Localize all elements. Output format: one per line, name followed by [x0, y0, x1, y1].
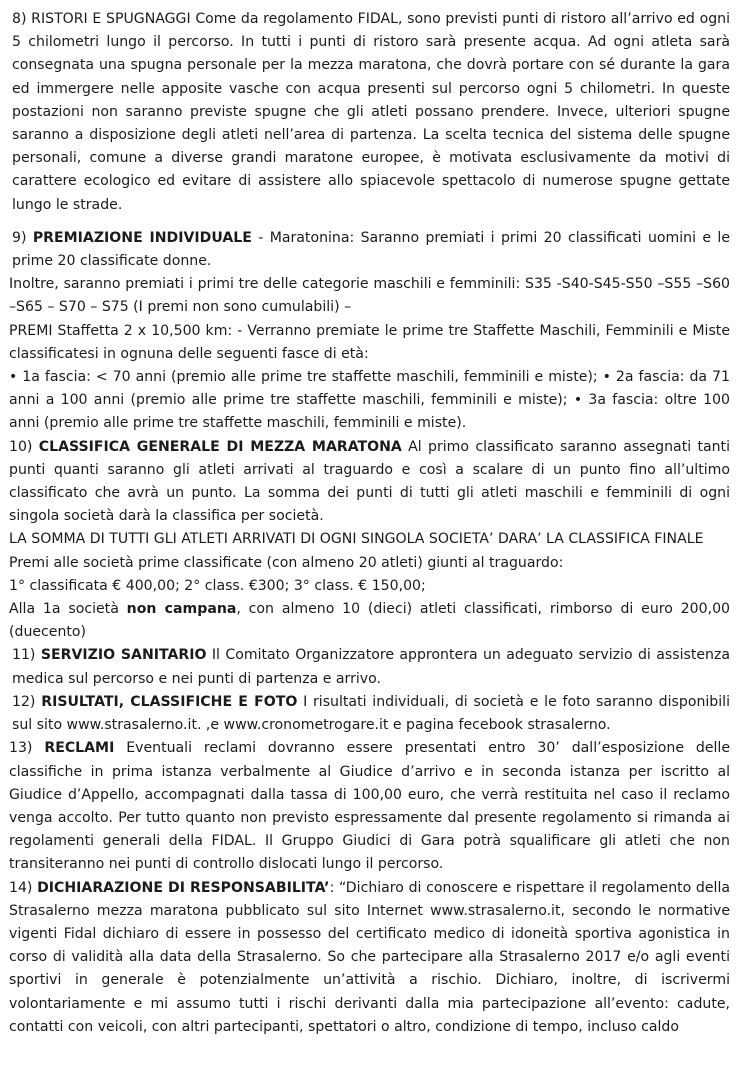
section-text: - Maratonina: Saranno premiati i primi 20 classificati uomini e le prime 20 classificate donne. [12, 229, 730, 270]
section-text: Al primo classificato saranno assegnati tanti punti quanti saranno gli atleti arrivati al traguardo e così a scalare di un punto fino all’ultimo classificato che avrà un punto. La somma dei punti di tutti gli atleti maschili e femminili di ogni singola società darà la classifica per società. [9, 438, 730, 525]
section-11-sanitario [9, 644, 730, 690]
section-title: CLASSIFICA GENERALE DI MEZZA MARATONA [38, 438, 402, 455]
age-bands-paragraph: • 1a fascia: < 70 anni (premio alle prime tre staffette maschili, femminili e miste); • 2a fascia: da 71 anni a 100 anni (premio alle prime tre staffette maschili, femminili e miste); • 3a fascia: oltre 100 anni (premio alle prime tre staffette maschili, femminili e miste). [9, 369, 730, 432]
section-number: 12) [12, 693, 36, 710]
section-number: 10) [9, 438, 33, 455]
section-number: 13) [9, 740, 33, 757]
section-title: DICHIARAZIONE DI RESPONSABILITA’ [37, 879, 330, 896]
relay-prizes-paragraph: PREMI Staffetta 2 x 10,500 km: - Verranno premiate le prime tre Staffette Maschili, Femminili e Miste classificatesi in ognuna delle seguenti fasce di età: [9, 322, 730, 362]
team-prizes-intro: Premi alle società prime classificate (con almeno 20 atleti) giunti al traguardo: [9, 554, 564, 571]
prize-text-b: , con almeno 10 (dieci) atleti classificati, rimborso di euro 200,00 (duecento) [9, 601, 730, 641]
section-text: RISTORI E SPUGNAGGI Come da regolamento FIDAL, sono previsti punti di ristoro all’arrivo ed ogni 5 chilometri lungo il percorso. In tutti i punti di ristoro sarà presente acqua. Ad ogni atleta sarà consegnata una spugna personale per la mezza maratona, che dovrà portare con sé durante la gara ed immergere nelle apposite vasche con acqua presenti sul percorso ogni 5 chilometri. In queste postazioni non saranno previste spugne che gli atleti possano prendere. Invece, ulteriori spugne saranno a disposizione degli atleti nell’area di partenza. La scelta tecnica del sistema delle spugne personali, comune a diverse grandi maratone europee, è motivata esclusivamente da motivi di carattere ecologico ed evitare di assistere allo spiacevole spettacolo di numerose spugne gettate lungo le strade. [12, 11, 730, 213]
categories-paragraph: Inoltre, saranno premiati i primi tre delle categorie maschili e femminili: S35 -S40-S45-S50 –S55 –S60 –S65 – S70 – S75 (I premi non sono cumulabili) – [9, 276, 730, 316]
section-9-premiazione [9, 227, 730, 273]
section-14-dichiarazione [9, 877, 730, 1039]
section-title: SERVIZIO SANITARIO [40, 647, 207, 664]
section-title: RECLAMI [44, 740, 115, 757]
section-title: PREMIAZIONE INDIVIDUALE [32, 229, 252, 246]
section-12-risultati [9, 691, 730, 737]
section-text: Il Comitato Organizzatore approntera un adeguato servizio di assistenza medica sul percorso e nei punti di partenza e arrivo. [12, 647, 730, 687]
prize-text-a: Alla 1a società [9, 601, 127, 618]
caps-notice: LA SOMMA DI TUTTI GLI ATLETI ARRIVATI DI OGNI SINGOLA SOCIETA’ DARA’ LA CLASSIFICA FINALE [9, 531, 704, 548]
section-number: 14) [9, 879, 33, 896]
section-text: Eventuali reclami dovranno essere presentati entro 30’ dall’esposizione delle classifiche in prima istanza verbalmente al Giudice d’arrivo e in seconda istanza per iscritto al Giudice d’Appello, accompagnati dalla tassa di 100,00 euro, che verrà restituita nel caso il reclamo venga accolto. Per tutto quanto non previsto espressamente dal presente regolamento si rimanda ai regolamenti generali della FIDAL. Il Gruppo Giudici di Gara potrà squalificare gli atleti che non transiteranno nei punti di controllo dislocati lungo il percorso. [9, 740, 731, 873]
section-number: 9) [12, 229, 27, 246]
section-number: 8) [12, 11, 27, 27]
section-10-classifica [9, 436, 730, 529]
section-13-reclami [9, 737, 730, 876]
section-8-ristori [9, 8, 730, 217]
prize-text-bold: non campana [126, 601, 237, 618]
section-number: 11) [12, 647, 36, 664]
section-title: RISULTATI, CLASSIFICHE E FOTO [41, 693, 298, 710]
section-text: : “Dichiaro di conoscere e rispettare il regolamento della Strasalerno mezza maratona pubblicato sul sito Internet www.strasalerno.it, secondo le normative vigenti Fidal dichiaro di essere in possesso del certificato medico di idoneità sportiva agonistica in corso di validità alla data della Strasalerno. So che partecipare alla Strasalerno 2017 e/o agli eventi sportivi in generale è potenzialmente un’attività a rischio. Dichiaro, inoltre, di iscrivermi volontariamente e mi assumo tutti i rischi derivanti dalla mia partecipazione all’evento: cadute, contatti con veicoli, con altri partecipanti, spettatori o altro, condizione di tempo, incluso caldo [9, 879, 731, 1035]
non-campana-prize [9, 598, 730, 644]
team-prizes-amounts: 1° classificata € 400,00; 2° class. €300; 3° class. € 150,00; [9, 577, 426, 594]
section-text: I risultati individuali, di società e le foto saranno disponibili sul sito www.strasalerno.it. ,e www.cronometrogare.it e pagina fecebook strasalerno. [12, 693, 730, 734]
